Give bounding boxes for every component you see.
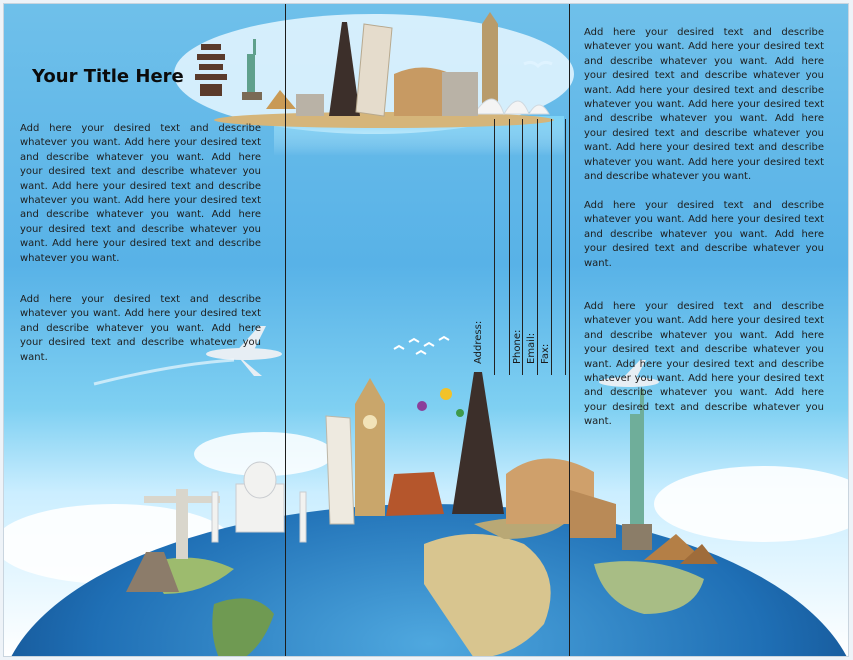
fold-line-left: [285, 4, 286, 657]
panel3-paragraph-2: Add here your desired text and describe whatever you want. Add here your desired text and describe whatever you want. Add here your desired text and describe whatever you want.: [584, 200, 824, 269]
fax-line: [565, 119, 566, 375]
fax-field: [540, 119, 566, 375]
panel1-paragraph-1: Add here your desired text and describe whatever you want. Add here your desired text and describe whatever you want. Add here your desired text and describe whatever you want. Add here your desired text and describe whatever you want. Add here your desired text and describe whatever you want. Add here your desired text and describe whatever you want. Add here your desired text and describe whatever you want.: [20, 123, 261, 264]
address-field: [473, 119, 495, 375]
email-label: Email:: [526, 332, 537, 364]
panel3-paragraph-1: Add here your desired text and describe whatever you want. Add here your desired text and describe whatever you want. Add here your desired text and describe whatever you want. Add here your desired text and describe whatever you want. Add here your desired text and describe whatever you want. Add here your desired text and describe whatever you want. Add here your desired text and describe whatever you want. Add here your desired text and describe whatever you want.: [584, 27, 824, 183]
brochure-page: [3, 3, 849, 657]
fax-label: Fax:: [540, 343, 551, 364]
eiffel-tower-bottom-icon: [452, 372, 504, 514]
phone-label: Phone:: [512, 329, 523, 364]
rock-formation-icon: [386, 472, 444, 516]
balloon-purple-icon: [417, 401, 427, 411]
brochure-title: Your Title Here: [32, 66, 184, 87]
panel1-paragraph-2: Add here your desired text and describe whatever you want. Add here your desired text and describe whatever you want. Add here your desired text and describe whatever you want.: [20, 294, 261, 363]
address-label: Address:: [473, 320, 484, 364]
big-ben-bottom-icon: [355, 378, 385, 516]
colosseum-wall-icon: [570, 490, 616, 538]
cloud-right: [654, 466, 849, 542]
leaning-tower-bottom-icon: [326, 416, 354, 524]
balloon-green-icon: [456, 409, 464, 417]
balloon-yellow-icon: [440, 388, 452, 400]
fold-line-right: [569, 4, 570, 657]
birds-flock-icon: [394, 337, 449, 354]
panel3-paragraph-3: Add here your desired text and describe whatever you want. Add here your desired text and describe whatever you want. Add here your desired text and describe whatever you want. Add here your desired text and describe whatever you want. Add here your desired text and describe whatever you want. Add here your desired text and describe whatever you want.: [584, 301, 824, 428]
